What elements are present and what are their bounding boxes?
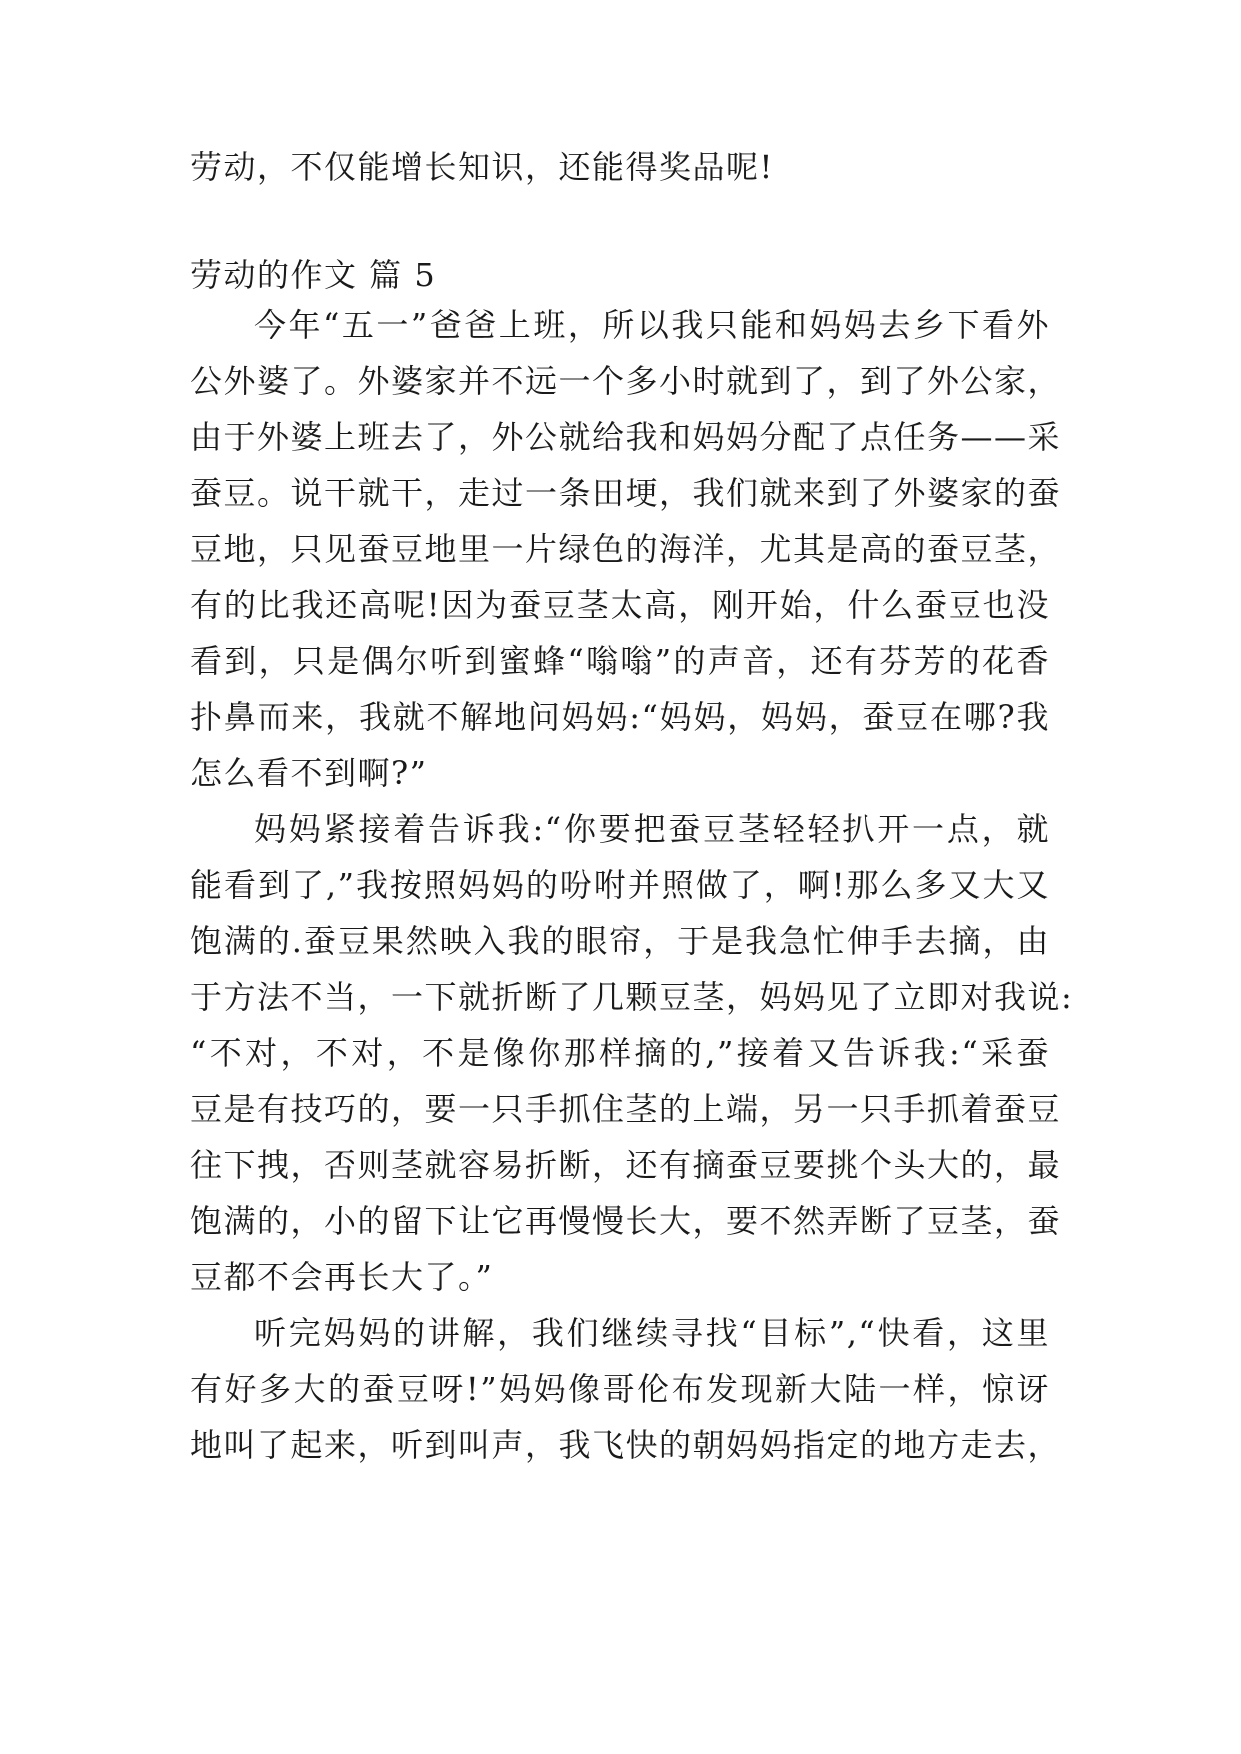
paragraph-1-line-1: 今年“五一”爸爸上班，所以我只能和妈妈去乡下看外 bbox=[254, 306, 1050, 344]
paragraph-1-line-5: 豆地，只见蚕豆地里一片绿色的海洋，尤其是高的蚕豆茎， bbox=[190, 530, 1062, 568]
paragraph-2-line-2: 能看到了,”我按照妈妈的吩咐并照做了，啊!那么多又大又 bbox=[190, 866, 1050, 904]
paragraph-1-line-6: 有的比我还高呢!因为蚕豆茎太高，刚开始，什么蚕豆也没 bbox=[190, 586, 1050, 624]
paragraph-1-line-2: 公外婆了。外婆家并不远一个多小时就到了，到了外公家， bbox=[190, 362, 1062, 400]
paragraph-2-line-3: 饱满的.蚕豆果然映入我的眼帘，于是我急忙伸手去摘，由 bbox=[190, 922, 1050, 960]
paragraph-1-line-4: 蚕豆。说干就干，走过一条田埂，我们就来到了外婆家的蚕 bbox=[190, 474, 1062, 512]
paragraph-2-line-7: 往下拽，否则茎就容易折断，还有摘蚕豆要挑个头大的，最 bbox=[190, 1146, 1062, 1184]
paragraph-2-line-8: 饱满的，小的留下让它再慢慢长大，要不然弄断了豆茎，蚕 bbox=[190, 1202, 1062, 1240]
paragraph-1-line-9: 怎么看不到啊?” bbox=[190, 754, 428, 792]
paragraph-1-line-3: 由于外婆上班去了，外公就给我和妈妈分配了点任务——采 bbox=[190, 418, 1062, 456]
paragraph-1-line-8: 扑鼻而来，我就不解地问妈妈:“妈妈，妈妈，蚕豆在哪?我 bbox=[190, 698, 1050, 736]
paragraph-3-line-2: 有好多大的蚕豆呀!”妈妈像哥伦布发现新大陆一样，惊讶 bbox=[190, 1370, 1050, 1408]
intro-line: 劳动，不仅能增长知识，还能得奖品呢! bbox=[190, 148, 774, 186]
section-title: 劳动的作文 篇 5 bbox=[190, 256, 437, 294]
paragraph-2-line-9: 豆都不会再长大了。” bbox=[190, 1258, 494, 1296]
paragraph-3-line-1: 听完妈妈的讲解，我们继续寻找“目标”,“快看，这里 bbox=[254, 1314, 1050, 1352]
paragraph-2-line-1: 妈妈紧接着告诉我:“你要把蚕豆茎轻轻扒开一点，就 bbox=[254, 810, 1050, 848]
paragraph-2-line-5: “不对，不对，不是像你那样摘的,”接着又告诉我:“采蚕 bbox=[190, 1034, 1050, 1072]
paragraph-2-line-6: 豆是有技巧的，要一只手抓住茎的上端，另一只手抓着蚕豆 bbox=[190, 1090, 1062, 1128]
paragraph-2-line-4: 于方法不当，一下就折断了几颗豆茎，妈妈见了立即对我说: bbox=[190, 978, 1074, 1016]
paragraph-3-line-3: 地叫了起来，听到叫声，我飞快的朝妈妈指定的地方走去， bbox=[190, 1426, 1062, 1464]
paragraph-1-line-7: 看到，只是偶尔听到蜜蜂“嗡嗡”的声音，还有芬芳的花香 bbox=[190, 642, 1050, 680]
